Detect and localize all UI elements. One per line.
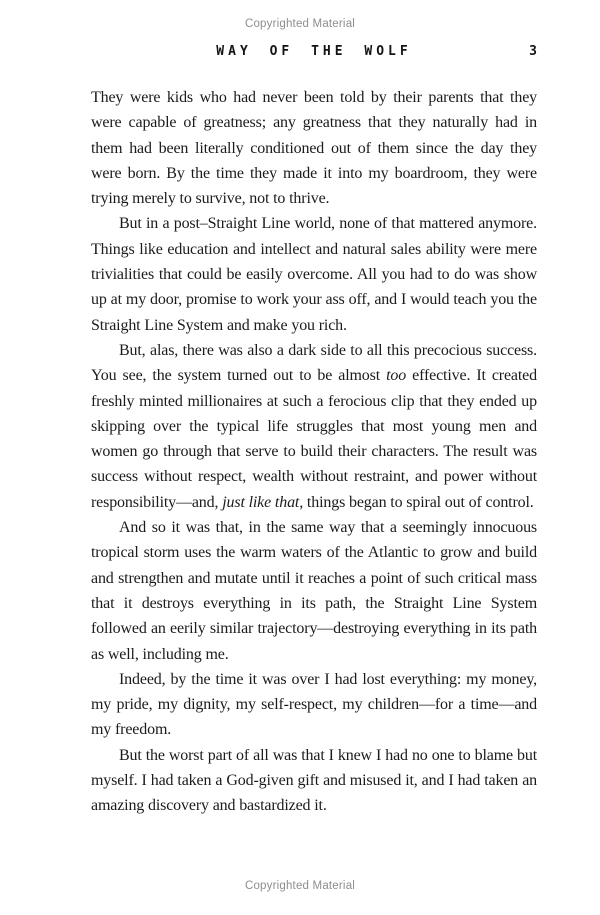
paragraph — [91, 85, 537, 211]
text-segment: Indeed, by the time it was over I had lost everything: my money, my pride, my dignity, my self-respect, my children—for a time—and my freedom. — [91, 670, 537, 739]
text-segment: effective. It created freshly minted millionaires at such a ferocious clip that they ended up skipping over the typical life struggles that most young men and women go through that serve to build their characters. The result was success without respect, wealth without restraint, and power without responsibility—and, — [91, 367, 537, 511]
paragraph — [91, 743, 537, 819]
italic-text-segment: just like that, — [222, 493, 304, 511]
paragraph — [91, 338, 537, 515]
paragraph — [91, 515, 537, 667]
page-number: 3 — [529, 44, 537, 59]
body-text — [91, 85, 537, 819]
text-segment: They were kids who had never been told by their parents that they were capable of greatness; any greatness that they naturally had in them had been literally conditioned out of them since the day they were born. By the time they made it into my boardroom, they were trying merely to survive, not to thrive. — [91, 89, 537, 208]
copyright-notice-bottom: Copyrighted Material — [244, 880, 356, 892]
text-segment: But the worst part of all was that I knew I had no one to blame but myself. I had taken a God-given gift and misused it, and I had taken an amazing discovery and bastardized it. — [91, 746, 537, 815]
paragraph — [91, 667, 537, 743]
text-column — [91, 44, 537, 819]
copyright-notice-top: Copyrighted Material — [244, 18, 356, 30]
paragraph — [91, 211, 537, 337]
running-header — [91, 44, 537, 62]
text-segment: But, alas, there was also a dark side to all this precocious success. You see, the system turned out to be almost — [91, 341, 537, 385]
italic-text-segment: too — [386, 367, 407, 385]
text-segment: But in a post–Straight Line world, none of that mattered anymore. Things like education and intellect and natural sales ability were mere trivialities that could be easily overcome. All you had to do was show up at my door, promise to work your ass off, and I would teach you the Straight Line System and make you rich. — [91, 215, 537, 334]
text-segment: things began to spiral out of control. — [303, 493, 534, 511]
text-segment: And so it was that, in the same way that a seemingly innocuous tropical storm uses the warm waters of the Atlantic to grow and build and strengthen and mutate until it reaches a point of such critical mass that it destroys everything in its path, the Straight Line System followed an eerily similar trajectory—destroying everything in its path as well, including me. — [91, 519, 537, 663]
running-header-title: WAY OF THE WOLF — [216, 44, 412, 59]
